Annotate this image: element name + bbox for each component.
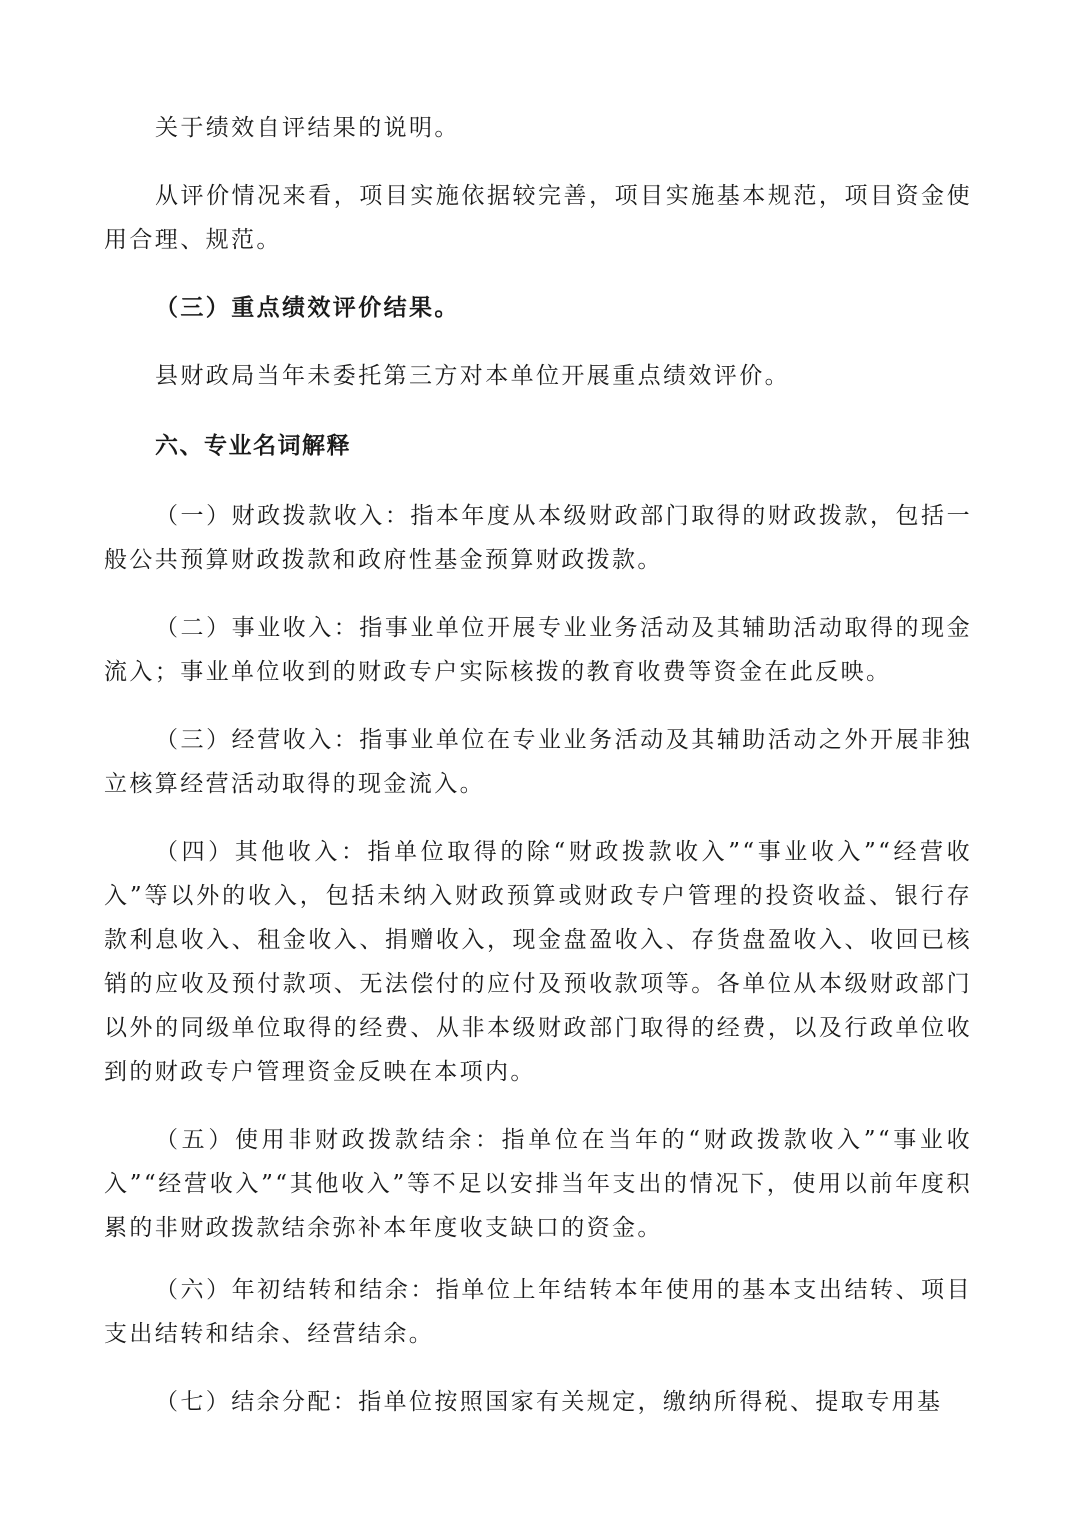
paragraph-evaluation-summary: 从评价情况来看，项目实施依据较完善，项目实施基本规范，项目资金使用合理、规范。 (104, 183, 972, 253)
glossary-item-non-fiscal-surplus: （五）使用非财政拨款结余：指单位在当年的“财政拨款收入”“事业收入”“经营收入”“其他收入”等不足以安排当年支出的情况下，使用以前年度积累的非财政拨款结余弥补本年度收支缺口的资金。 (104, 1127, 972, 1241)
glossary-item-surplus-distribution: （七）结余分配：指单位按照国家有关规定，缴纳所得税、提取专用基 (155, 1389, 943, 1415)
glossary-item-fiscal-allocation: （一）财政拨款收入：指本年度从本级财政部门取得的财政拨款，包括一般公共预算财政拨款和政府性基金预算财政拨款。 (104, 503, 972, 573)
section-heading-glossary: 六、专业名词解释 (155, 433, 351, 459)
glossary-item-operating-income: （三）经营收入：指事业单位在专业业务活动及其辅助活动之外开展非独立核算经营活动取得的现金流入。 (104, 727, 972, 797)
glossary-item-carryover: （六）年初结转和结余：指单位上年结转本年使用的基本支出结转、项目支出结转和结余、经营结余。 (104, 1277, 972, 1347)
glossary-item-business-income: （二）事业收入：指事业单位开展专业业务活动及其辅助活动取得的现金流入；事业单位收到的财政专户实际核拨的教育收费等资金在此反映。 (104, 615, 972, 685)
paragraph-key-evaluation: 县财政局当年未委托第三方对本单位开展重点绩效评价。 (155, 363, 790, 389)
paragraph-self-eval-note: 关于绩效自评结果的说明。 (155, 115, 460, 141)
section-heading-key-evaluation: （三）重点绩效评价结果。 (155, 294, 460, 321)
glossary-item-other-income: （四）其他收入：指单位取得的除“财政拨款收入”“事业收入”“经营收入”等以外的收入，包括未纳入财政预算或财政专户管理的投资收益、银行存款利息收入、租金收入、捐赠收入，现金盘盈收入、存货盘盈收入、收回已核销的应收及预付款项、无法偿付的应付及预收款项等。各单位从本级财政部门以外的同级单位取得的经费、从非本级财政部门取得的经费，以及行政单位收到的财政专户管理资金反映在本项内。 (104, 839, 972, 1085)
